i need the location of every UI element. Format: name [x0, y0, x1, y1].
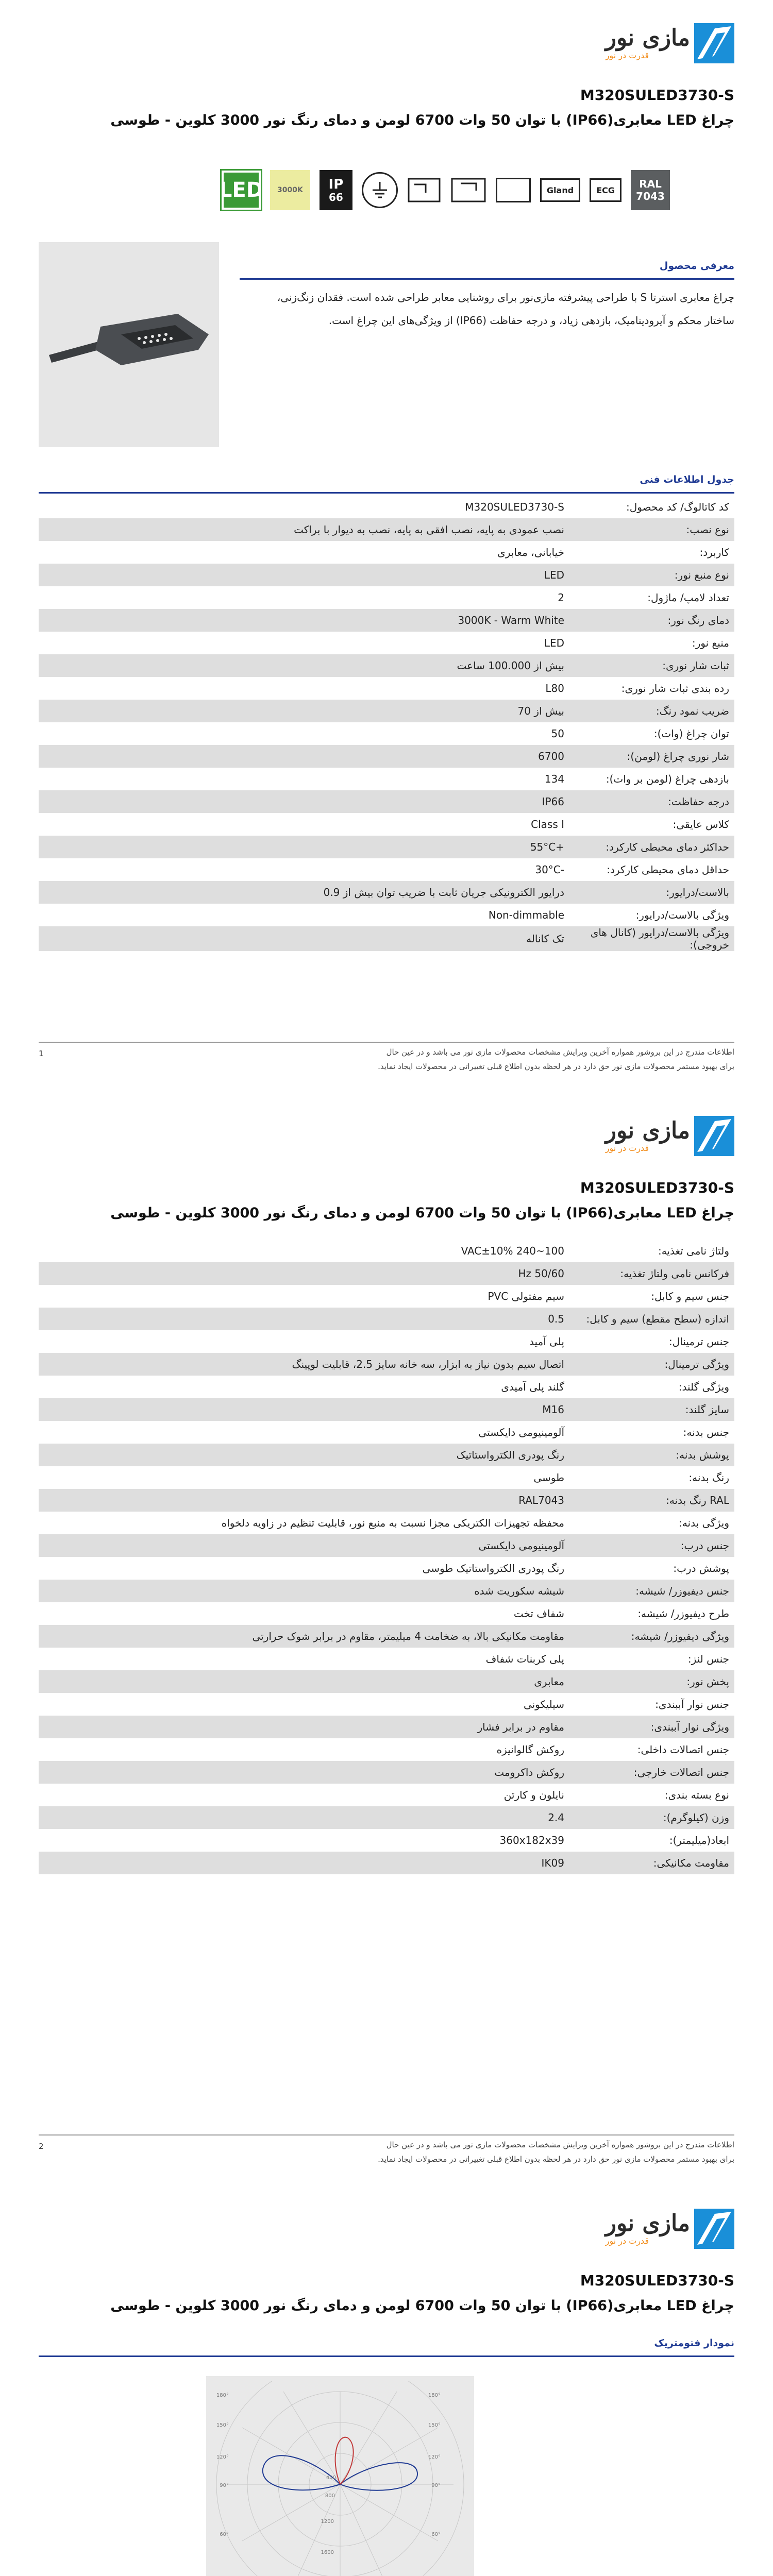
- spec-row: [39, 1625, 734, 1648]
- spec-key: اندازه (سطح مقطع) سیم و کابل:: [569, 1308, 734, 1330]
- photometric-diagram: [206, 2376, 474, 2576]
- spec-value: مقاومت مکانیکی بالا، به ضخامت 4 میلیمتر، مقاوم در برابر شوک حرارتی: [39, 1625, 569, 1648]
- footer-text: [64, 1045, 734, 1074]
- spec-row: [39, 881, 734, 904]
- spec-key: RAL رنگ بدنه:: [569, 1489, 734, 1512]
- spec-key: پخش نور:: [569, 1670, 734, 1693]
- spec-row: [39, 1421, 734, 1444]
- spec-value: RAL7043: [39, 1489, 569, 1512]
- spec-value: بیش از 70: [39, 700, 569, 722]
- spec-value: نصب عمودی به پایه، نصب افقی به پایه، نصب به دیوار با براکت: [39, 518, 569, 541]
- spec-row: [39, 1602, 734, 1625]
- logo-mark-icon: [694, 1116, 734, 1156]
- luminaire-image-icon: [44, 278, 214, 412]
- product-photo: [39, 242, 219, 447]
- spec-key: ویژگی بالاست/درایور (کانال های خروجی):: [569, 926, 734, 951]
- spec-value: رنگ پودری الکترواستاتیک طوسی: [422, 1562, 564, 1574]
- spec-key: جنس بدنه:: [683, 1426, 729, 1438]
- spec-key: کاربرد:: [699, 546, 729, 558]
- spec-value: بیش از 100.000 ساعت: [39, 654, 569, 677]
- polar-angle-label: 90°: [431, 2483, 441, 2488]
- polar-angle-label: 180°: [216, 2393, 229, 2398]
- spec-key: حداقل دمای محیطی کارکرد:: [607, 863, 729, 876]
- spec-value: 50/60 Hz: [39, 1262, 569, 1285]
- product-model: M320SULED3730-S: [580, 1179, 734, 1196]
- brand-name: مازی نور: [605, 25, 690, 51]
- polar-radius-label: 1200: [321, 2519, 334, 2524]
- spec-key: درجه حفاظت:: [569, 790, 734, 813]
- spec-value: IP66: [39, 790, 569, 813]
- spec-row: [39, 1398, 734, 1421]
- spec-key: توان چراغ (وات):: [653, 727, 729, 740]
- spec-key: طرح دیفیوزر/ شیشه:: [637, 1607, 729, 1620]
- footer-line-2: برای بهبود مستمر محصولات مازی نور حق دارد در هر لحظه بدون اطلاع قبلی تغییراتی در محصولات ایجاد نماید.: [378, 2155, 734, 2164]
- spec-value: IK09: [39, 1852, 569, 1874]
- footer-text: [64, 2138, 734, 2166]
- spec-value: رنگ پودری الکترواستاتیک: [39, 1444, 569, 1466]
- spec-value: +55°C: [39, 836, 569, 858]
- spec-key: رده بندی ثبات شار نوری:: [621, 682, 729, 694]
- spec-key: فرکانس نامی ولتاژ تغذیه:: [569, 1262, 734, 1285]
- spec-value: 2: [558, 591, 564, 604]
- polar-radius-label: 1600: [321, 2550, 334, 2555]
- spec-value: 134: [544, 773, 564, 785]
- spec-row: [39, 1852, 734, 1874]
- spec-value: M320SULED3730-S: [465, 501, 564, 513]
- spec-value: Non-dimmable: [488, 909, 564, 921]
- spec-key: کد کاتالوگ/ کد محصول:: [626, 501, 729, 513]
- spec-divider: [39, 492, 734, 494]
- spec-row: [39, 722, 734, 745]
- spec-key: کلاس عایقی:: [673, 818, 729, 831]
- spec-table-page-2: [39, 1240, 734, 1874]
- spec-key: نوع بسته بندی:: [664, 1789, 729, 1801]
- spec-row: [39, 700, 734, 722]
- brand-logo: [606, 2209, 734, 2249]
- intro-text: چراغ معابری استرتا S با طراحی پیشرفته مازی‌نور برای روشنایی معابر طراحی شده است. فقدان زنگ‌زنی، ساختار محکم و آیرودینامیک، بازدهی زیاد، و درجه حفاظت (IP66) از ویژگی‌های این چراغ است.: [277, 291, 734, 327]
- spec-key: جنس سیم و کابل:: [651, 1290, 729, 1302]
- spec-value: روکش گالوانیزه: [496, 1743, 564, 1756]
- spec-row: [39, 1330, 734, 1353]
- spec-key: نوع منبع نور:: [569, 564, 734, 586]
- photometric-divider: [39, 2355, 734, 2357]
- spec-key: ویژگی بالاست/درایور:: [635, 909, 729, 921]
- spec-value: آلومینیومی دایکستی: [478, 1426, 564, 1438]
- spec-key: جنس ترمینال:: [668, 1335, 729, 1348]
- spec-value: شیشه سکوریت شده: [39, 1580, 569, 1602]
- spec-key: دمای رنگ نور:: [569, 609, 734, 632]
- spec-value: -30°C: [535, 863, 564, 876]
- spec-value: اتصال سیم بدون نیاز به ابزار، سه خانه سایز 2.5، قابلیت لوپینگ: [39, 1353, 569, 1376]
- spec-row: [39, 586, 734, 609]
- footer-line-2: برای بهبود مستمر محصولات مازی نور حق دارد در هر لحظه بدون اطلاع قبلی تغییراتی در محصولات ایجاد نماید.: [378, 1062, 734, 1071]
- spec-value: محفظه تجهیزات الکتریکی مجزا نسبت به منبع نور، قابلیت تنظیم در زاویه دلخواه: [221, 1517, 564, 1529]
- spec-row: [39, 1738, 734, 1761]
- spec-key: شار نوری چراغ (لومن):: [569, 745, 734, 768]
- footer-divider: [39, 2134, 734, 2136]
- spec-value: پلی کربنات شفاف: [485, 1653, 564, 1665]
- spec-row: [39, 813, 734, 836]
- brand-tagline: قدرت در نور: [605, 1143, 649, 1153]
- polar-angle-label: 90°: [220, 2483, 229, 2488]
- spec-row: [39, 1648, 734, 1670]
- spec-row: [39, 609, 734, 632]
- spec-row: [39, 654, 734, 677]
- spec-key: رنگ بدنه:: [688, 1471, 729, 1484]
- spec-value: شفاف تخت: [513, 1607, 564, 1620]
- spec-row: [39, 677, 734, 700]
- spec-key: جنس لنز:: [687, 1653, 729, 1665]
- brand-tagline: قدرت در نور: [605, 2236, 649, 2246]
- spec-row: [39, 1376, 734, 1398]
- spec-key: ویژگی دیفیوزر/ شیشه:: [569, 1625, 734, 1648]
- spec-key: بازدهی چراغ (لومن بر وات):: [606, 773, 729, 785]
- spec-key: جنس دیفیوزر/ شیشه:: [569, 1580, 734, 1602]
- spec-value: مقاوم در برابر فشار: [39, 1716, 569, 1738]
- spec-key: پوشش درب:: [673, 1562, 729, 1574]
- spec-value: خیابانی، معابری: [497, 546, 564, 558]
- spec-value: آلومینیومی دایکستی: [39, 1534, 569, 1557]
- product-model: M320SULED3730-S: [580, 2272, 734, 2289]
- spec-row: [39, 1308, 734, 1330]
- earth-icon: [362, 172, 398, 208]
- ip-icon: IP 66: [320, 170, 352, 210]
- product-model: M320SULED3730-S: [580, 87, 734, 104]
- spec-key: ویژگی گلند:: [678, 1381, 729, 1393]
- polar-angle-label: 180°: [428, 2393, 441, 2398]
- polar-angle-label: 120°: [428, 2454, 441, 2460]
- spec-row: [39, 1512, 734, 1534]
- footer-line-1: اطلاعات مندرج در این بروشور همواره آخرین ویرایش مشخصات محصولات مازی نور می باشد و در عین حال: [386, 2140, 734, 2149]
- spec-value: تک کاناله: [39, 926, 569, 951]
- spec-row: [39, 1829, 734, 1852]
- spec-key: ابعاد(میلیمتر):: [669, 1834, 729, 1846]
- outline-icon: [496, 178, 531, 202]
- cct-icon: 3000K: [270, 170, 310, 210]
- spec-value: سیلیکونی: [523, 1698, 564, 1710]
- footer-line-1: اطلاعات مندرج در این بروشور همواره آخرین ویرایش مشخصات محصولات مازی نور می باشد و در عین حال: [386, 1047, 734, 1057]
- product-title: چراغ LED معابری(IP66) با توان 50 وات 6700 لومن و دمای رنگ نور 3000 کلوین - طوسی: [110, 1205, 734, 1221]
- brand-logo: [606, 23, 734, 63]
- brand-logo: [606, 1116, 734, 1156]
- spec-value: 100~240 VAC±10%: [461, 1245, 564, 1257]
- spec-key: بالاست/درایور:: [569, 881, 734, 904]
- spec-row: [39, 1806, 734, 1829]
- spec-row: [39, 1489, 734, 1512]
- spec-value: 6700: [39, 745, 569, 768]
- spec-row: [39, 836, 734, 858]
- spec-row: [39, 1784, 734, 1806]
- spec-heading: جدول اطلاعات فنی: [640, 474, 734, 485]
- polar-angle-label: 150°: [216, 2422, 229, 2428]
- spec-row: [39, 1761, 734, 1784]
- spec-value: معابری: [39, 1670, 569, 1693]
- spec-row: [39, 1670, 734, 1693]
- spec-value: M16: [39, 1398, 569, 1421]
- spec-row: [39, 1285, 734, 1308]
- spec-row: [39, 564, 734, 586]
- spec-row: [39, 632, 734, 654]
- spec-key: ویژگی بدنه:: [679, 1517, 729, 1529]
- spec-value: طوسی: [533, 1471, 564, 1484]
- spec-key: جنس نوار آببندی:: [655, 1698, 729, 1710]
- spec-row: [39, 496, 734, 518]
- brand-name: مازی نور: [605, 1117, 690, 1144]
- spec-key: وزن (کیلوگرم):: [569, 1806, 734, 1829]
- spec-value: 360x182x39: [499, 1834, 564, 1846]
- spec-row: [39, 768, 734, 790]
- spec-value: درایور الکترونیکی جریان ثابت با ضریب توان بیش از 0.9: [39, 881, 569, 904]
- spec-key: پوشش بدنه:: [569, 1444, 734, 1466]
- spec-key: حداکثر دمای محیطی کارکرد:: [569, 836, 734, 858]
- spec-row: [39, 858, 734, 881]
- page-1: [0, 0, 773, 1093]
- spec-value: LED: [39, 564, 569, 586]
- spec-value: روکش داکرومت: [39, 1761, 569, 1784]
- spec-row: [39, 1693, 734, 1716]
- footer-divider: [39, 1042, 734, 1043]
- spec-row: [39, 1444, 734, 1466]
- ral-icon: RAL 7043: [631, 170, 670, 210]
- spec-key: ولتاژ نامی تغذیه:: [658, 1245, 729, 1257]
- intro-divider: [240, 278, 734, 280]
- spec-key: جنس اتصالات داخلی:: [637, 1743, 729, 1756]
- spec-key: ضریب نمود رنگ:: [569, 700, 734, 722]
- spec-key: جنس درب:: [569, 1534, 734, 1557]
- spec-value: LED: [544, 637, 564, 649]
- spec-value: 0.5: [39, 1308, 569, 1330]
- spec-key: ویژگی ترمینال:: [569, 1353, 734, 1376]
- page-2: [0, 1093, 773, 2185]
- spec-row: [39, 518, 734, 541]
- spec-key: جنس اتصالات خارجی:: [569, 1761, 734, 1784]
- spec-row: [39, 1240, 734, 1262]
- gland-icon: Gland: [540, 178, 580, 202]
- led-icon: LED: [222, 171, 261, 210]
- spec-value: 3000K - Warm White: [39, 609, 569, 632]
- spec-key: ثبات شار نوری:: [569, 654, 734, 677]
- logo-mark-icon: [694, 2209, 734, 2249]
- spec-row: [39, 904, 734, 926]
- spec-value: 2.4: [39, 1806, 569, 1829]
- spec-key: تعداد لامپ/ ماژول:: [647, 591, 729, 604]
- spec-key: منبع نور:: [692, 637, 729, 649]
- spec-key: ویژگی نوار آببندی:: [569, 1716, 734, 1738]
- photometric-heading: نمودار فتومتریک: [654, 2337, 734, 2349]
- logo-mark-icon: [694, 23, 734, 63]
- page-3: [0, 2185, 773, 2576]
- spec-row: [39, 1466, 734, 1489]
- polar-angle-label: 60°: [220, 2532, 229, 2537]
- spec-row: [39, 745, 734, 768]
- spec-row: [39, 1716, 734, 1738]
- spec-value: پلی آمید: [529, 1335, 564, 1348]
- spec-value: Class I: [531, 818, 564, 831]
- spec-row: [39, 926, 734, 951]
- spec-value: 50: [551, 727, 564, 740]
- spec-row: [39, 790, 734, 813]
- spec-value: سیم مفتولی PVC: [488, 1290, 564, 1302]
- polar-angle-label: 150°: [428, 2422, 441, 2428]
- brand-name: مازی نور: [605, 2210, 690, 2236]
- spec-row: [39, 1262, 734, 1285]
- mount-icon: [450, 177, 486, 203]
- spec-row: [39, 1557, 734, 1580]
- ecg-icon: ECG: [590, 178, 621, 202]
- product-title: چراغ LED معابری(IP66) با توان 50 وات 6700 لومن و دمای رنگ نور 3000 کلوین - طوسی: [110, 2298, 734, 2314]
- spec-row: [39, 1534, 734, 1557]
- page-number: 1: [39, 1049, 44, 1058]
- polar-radius-label: 400: [326, 2475, 336, 2481]
- spec-value: گلند پلی آمیدی: [501, 1381, 564, 1393]
- polar-radius-label: 800: [325, 2493, 335, 2499]
- class-icon: [407, 177, 441, 203]
- spec-key: نوع نصب:: [569, 518, 734, 541]
- polar-angle-label: 60°: [431, 2532, 441, 2537]
- spec-table-page-1: [39, 496, 734, 951]
- intro-heading: معرفی محصول: [659, 260, 734, 272]
- spec-value: L80: [545, 682, 564, 694]
- brand-tagline: قدرت در نور: [605, 50, 649, 60]
- page-number: 2: [39, 2142, 44, 2151]
- spec-key: سایز گلند:: [569, 1398, 734, 1421]
- spec-row: [39, 1580, 734, 1602]
- spec-value: نایلون و کارتن: [503, 1789, 564, 1801]
- feature-icons: [219, 170, 670, 210]
- product-title: چراغ LED معابری(IP66) با توان 50 وات 6700 لومن و دمای رنگ نور 3000 کلوین - طوسی: [110, 112, 734, 128]
- spec-row: [39, 541, 734, 564]
- spec-row: [39, 1353, 734, 1376]
- spec-key: مقاومت مکانیکی:: [569, 1852, 734, 1874]
- polar-angle-label: 120°: [216, 2454, 229, 2460]
